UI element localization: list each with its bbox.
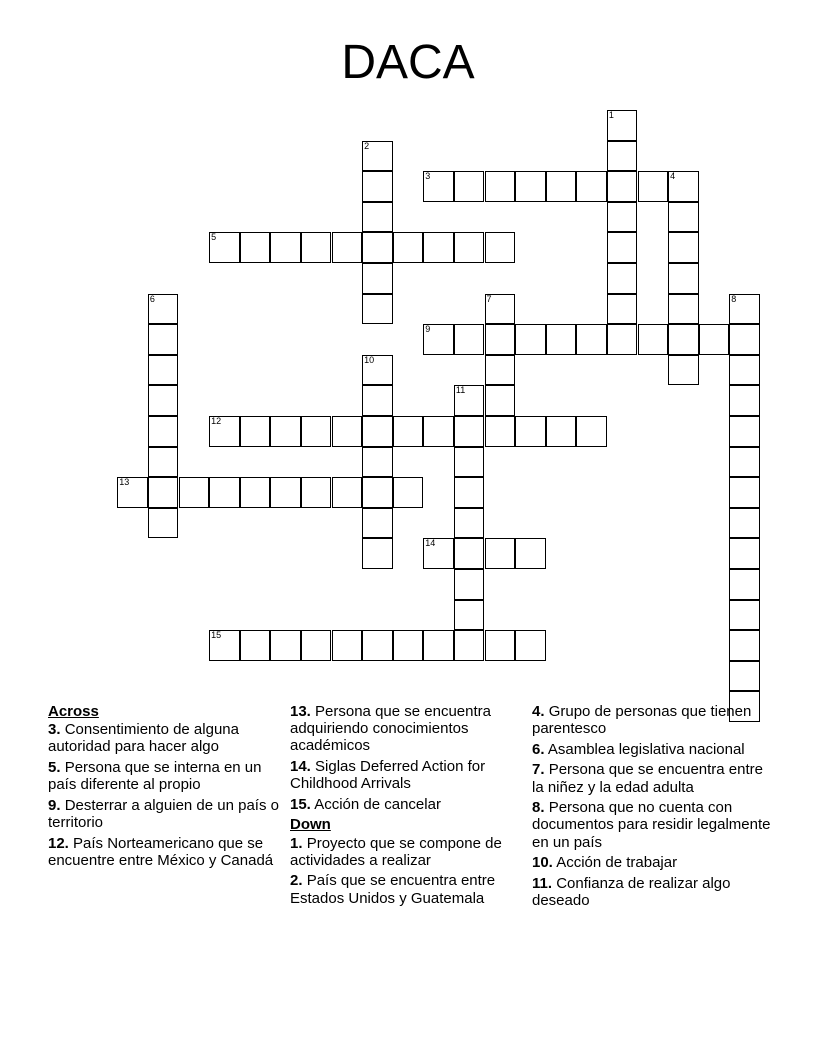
clue-text: Siglas Deferred Action for Childhood Arrivals xyxy=(290,758,486,793)
grid-cell[interactable] xyxy=(393,416,424,447)
grid-cell[interactable] xyxy=(485,416,516,447)
grid-cell[interactable] xyxy=(729,385,760,416)
grid-cell[interactable] xyxy=(148,416,179,447)
clue-item xyxy=(532,741,772,758)
clue-number: 11 xyxy=(455,385,466,396)
clue-item xyxy=(290,703,522,755)
clue-number: 4. xyxy=(532,703,545,720)
grid-cell[interactable] xyxy=(485,630,516,661)
grid-cell[interactable] xyxy=(240,630,271,661)
grid-cell[interactable] xyxy=(362,538,393,569)
clue-number: 13 xyxy=(119,477,130,488)
grid-cell[interactable] xyxy=(668,324,699,355)
grid-cell[interactable] xyxy=(485,232,516,263)
clue-item xyxy=(48,759,288,793)
grid-cell[interactable] xyxy=(117,477,148,508)
clue-item xyxy=(48,721,288,755)
clue-number: 14. xyxy=(290,758,311,775)
clue-number: 12. xyxy=(48,834,69,852)
clue-item xyxy=(290,835,522,869)
clue-text: Confianza de realizar algo deseado xyxy=(532,874,731,909)
clue-text: Persona que se encuentra adquiriendo conocimientos académicos xyxy=(290,703,491,755)
grid-cell[interactable] xyxy=(148,324,179,355)
grid-cell[interactable] xyxy=(148,355,179,386)
grid-cell[interactable] xyxy=(454,508,485,539)
grid-cell[interactable] xyxy=(546,416,577,447)
grid-cell[interactable] xyxy=(454,171,485,202)
grid-cell[interactable] xyxy=(668,232,699,263)
grid-cell[interactable] xyxy=(362,447,393,478)
clue-item xyxy=(48,797,288,831)
grid-cell[interactable] xyxy=(362,202,393,233)
grid-cell[interactable] xyxy=(607,141,638,172)
across-heading: Across xyxy=(48,703,99,720)
clue-text: Grupo de personas que tienen parentesco xyxy=(532,703,752,738)
grid-cell[interactable] xyxy=(240,232,271,263)
grid-cell[interactable] xyxy=(362,232,393,263)
grid-cell[interactable] xyxy=(423,416,454,447)
grid-cell[interactable] xyxy=(332,477,363,508)
grid-cell[interactable] xyxy=(362,355,393,386)
grid-cell[interactable] xyxy=(515,538,546,569)
clue-text: Acción de cancelar xyxy=(314,795,441,813)
grid-cell[interactable] xyxy=(607,110,638,141)
grid-cell[interactable] xyxy=(454,538,485,569)
grid-cell[interactable] xyxy=(301,232,332,263)
clue-item xyxy=(290,758,522,792)
clue-number: 2. xyxy=(290,872,303,890)
clue-number: 10 xyxy=(364,354,375,365)
grid-cell[interactable] xyxy=(729,324,760,355)
clue-column-1 xyxy=(48,703,288,872)
grid-cell[interactable] xyxy=(240,416,271,447)
grid-cell[interactable] xyxy=(515,324,546,355)
grid-cell[interactable] xyxy=(362,416,393,447)
grid-cell[interactable] xyxy=(668,263,699,294)
grid-cell[interactable] xyxy=(638,324,669,355)
clue-text: Asamblea legislativa nacional xyxy=(547,740,745,758)
grid-cell[interactable] xyxy=(454,324,485,355)
puzzle-title: DACA xyxy=(341,36,475,89)
clue-text: País Norteamericano que se encuentre entre México y Canadá xyxy=(48,834,274,869)
grid-cell[interactable] xyxy=(515,630,546,661)
grid-cell[interactable] xyxy=(454,630,485,661)
grid-cell[interactable] xyxy=(576,171,607,202)
clue-column-2 xyxy=(290,703,522,910)
clue-number: 1 xyxy=(608,110,614,120)
clue-number: 6. xyxy=(532,740,545,758)
grid-cell[interactable] xyxy=(332,630,363,661)
grid-cell[interactable] xyxy=(362,508,393,539)
grid-cell[interactable] xyxy=(729,416,760,447)
clue-number: 10. xyxy=(532,854,553,872)
clue-number: 4 xyxy=(670,171,676,182)
grid-cell[interactable] xyxy=(240,477,271,508)
grid-cell[interactable] xyxy=(209,630,240,661)
grid-cell[interactable] xyxy=(668,171,699,202)
grid-cell[interactable] xyxy=(729,600,760,631)
clue-text: País que se encuentra entre Estados Unidos y Guatemala xyxy=(290,872,496,907)
grid-cell[interactable] xyxy=(607,232,638,263)
grid-cell[interactable] xyxy=(454,232,485,263)
clue-number: 7. xyxy=(532,761,545,779)
grid-cell[interactable] xyxy=(607,294,638,325)
grid-cell[interactable] xyxy=(332,232,363,263)
clue-number: 9 xyxy=(425,324,431,335)
grid-cell[interactable] xyxy=(301,630,332,661)
grid-cell[interactable] xyxy=(209,232,240,263)
grid-cell[interactable] xyxy=(638,171,669,202)
grid-cell[interactable] xyxy=(729,538,760,569)
grid-cell[interactable] xyxy=(423,232,454,263)
grid-cell[interactable] xyxy=(270,477,301,508)
grid-cell[interactable] xyxy=(729,294,760,325)
grid-cell[interactable] xyxy=(607,202,638,233)
grid-cell[interactable] xyxy=(393,232,424,263)
clue-number: 7 xyxy=(486,293,492,304)
grid-cell[interactable] xyxy=(454,569,485,600)
clue-number: 13. xyxy=(290,703,311,720)
grid-cell[interactable] xyxy=(485,294,516,325)
grid-cell[interactable] xyxy=(209,416,240,447)
grid-cell[interactable] xyxy=(362,263,393,294)
clue-number: 15. xyxy=(290,795,311,813)
grid-cell[interactable] xyxy=(393,477,424,508)
grid-cell[interactable] xyxy=(485,171,516,202)
clue-item xyxy=(532,854,772,871)
grid-cell[interactable] xyxy=(454,385,485,416)
grid-cell[interactable] xyxy=(668,202,699,233)
grid-cell[interactable] xyxy=(729,355,760,386)
grid-cell[interactable] xyxy=(454,416,485,447)
grid-cell[interactable] xyxy=(515,416,546,447)
grid-cell[interactable] xyxy=(485,324,516,355)
grid-cell[interactable] xyxy=(270,416,301,447)
clue-item xyxy=(532,875,772,909)
grid-cell[interactable] xyxy=(729,447,760,478)
grid-cell[interactable] xyxy=(546,171,577,202)
grid-cell[interactable] xyxy=(485,538,516,569)
clue-number: 8 xyxy=(731,293,737,304)
grid-cell[interactable] xyxy=(515,171,546,202)
clue-text: Persona que se interna en un país diferente al propio xyxy=(48,759,262,794)
clue-text: Proyecto que se compone de actividades a realizar xyxy=(290,834,502,869)
grid-cell[interactable] xyxy=(423,538,454,569)
grid-cell[interactable] xyxy=(454,600,485,631)
grid-cell[interactable] xyxy=(209,477,240,508)
clue-number: 9. xyxy=(48,796,61,814)
grid-cell[interactable] xyxy=(423,171,454,202)
grid-cell[interactable] xyxy=(148,477,179,508)
clue-number: 2 xyxy=(364,140,370,151)
grid-cell[interactable] xyxy=(362,141,393,172)
grid-cell[interactable] xyxy=(362,171,393,202)
clue-text: Persona que no cuenta con documentos para residir legalmente en un país xyxy=(532,799,771,851)
grid-cell[interactable] xyxy=(668,355,699,386)
clue-number: 6 xyxy=(149,293,155,304)
grid-cell[interactable] xyxy=(148,385,179,416)
grid-cell[interactable] xyxy=(607,263,638,294)
clue-number: 5 xyxy=(211,232,217,243)
grid-cell[interactable] xyxy=(607,171,638,202)
grid-cell[interactable] xyxy=(729,630,760,661)
grid-cell[interactable] xyxy=(454,477,485,508)
grid-cell[interactable] xyxy=(148,294,179,325)
clue-item xyxy=(290,872,522,906)
grid-cell[interactable] xyxy=(699,324,730,355)
grid-cell[interactable] xyxy=(179,477,210,508)
grid-cell[interactable] xyxy=(393,630,424,661)
clue-number: 11. xyxy=(532,874,553,892)
grid-cell[interactable] xyxy=(362,630,393,661)
grid-cell[interactable] xyxy=(668,294,699,325)
clue-text: Consentimiento de alguna autoridad para hacer algo xyxy=(48,721,239,756)
grid-cell[interactable] xyxy=(362,385,393,416)
clue-number: 3 xyxy=(425,171,431,182)
clue-text: Persona que se encuentra entre la niñez y la edad adulta xyxy=(532,761,764,796)
clue-item xyxy=(532,703,772,737)
clue-text: Acción de trabajar xyxy=(556,854,678,872)
grid-cell[interactable] xyxy=(148,447,179,478)
grid-cell[interactable] xyxy=(270,630,301,661)
clue-number: 12 xyxy=(211,416,222,426)
grid-cell[interactable] xyxy=(546,324,577,355)
grid-cell[interactable] xyxy=(576,324,607,355)
grid-cell[interactable] xyxy=(576,416,607,447)
grid-cell[interactable] xyxy=(362,294,393,325)
grid-cell[interactable] xyxy=(729,477,760,508)
clue-text: Desterrar a alguien de un país o territorio xyxy=(48,796,279,831)
grid-cell[interactable] xyxy=(485,355,516,386)
clue-number: 5. xyxy=(48,759,61,776)
grid-cell[interactable] xyxy=(301,477,332,508)
clue-number: 3. xyxy=(48,721,61,739)
grid-cell[interactable] xyxy=(423,324,454,355)
grid-cell[interactable] xyxy=(729,508,760,539)
grid-cell[interactable] xyxy=(332,416,363,447)
clue-number: 8. xyxy=(532,799,545,817)
grid-cell[interactable] xyxy=(485,385,516,416)
grid-cell[interactable] xyxy=(362,477,393,508)
clue-item xyxy=(532,799,772,851)
clue-column-3 xyxy=(532,703,772,913)
clue-item xyxy=(532,761,772,795)
clue-item xyxy=(48,835,288,869)
down-heading: Down xyxy=(290,816,331,834)
grid-cell[interactable] xyxy=(301,416,332,447)
grid-cell[interactable] xyxy=(148,508,179,539)
grid-cell[interactable] xyxy=(607,324,638,355)
clue-number: 15 xyxy=(211,630,222,641)
grid-cell[interactable] xyxy=(423,630,454,661)
clue-number: 14 xyxy=(425,538,436,549)
grid-cell[interactable] xyxy=(729,569,760,600)
grid-cell[interactable] xyxy=(729,661,760,692)
clue-number: 1. xyxy=(290,834,303,852)
grid-cell[interactable] xyxy=(454,447,485,478)
grid-cell[interactable] xyxy=(270,232,301,263)
clue-item xyxy=(290,796,522,813)
